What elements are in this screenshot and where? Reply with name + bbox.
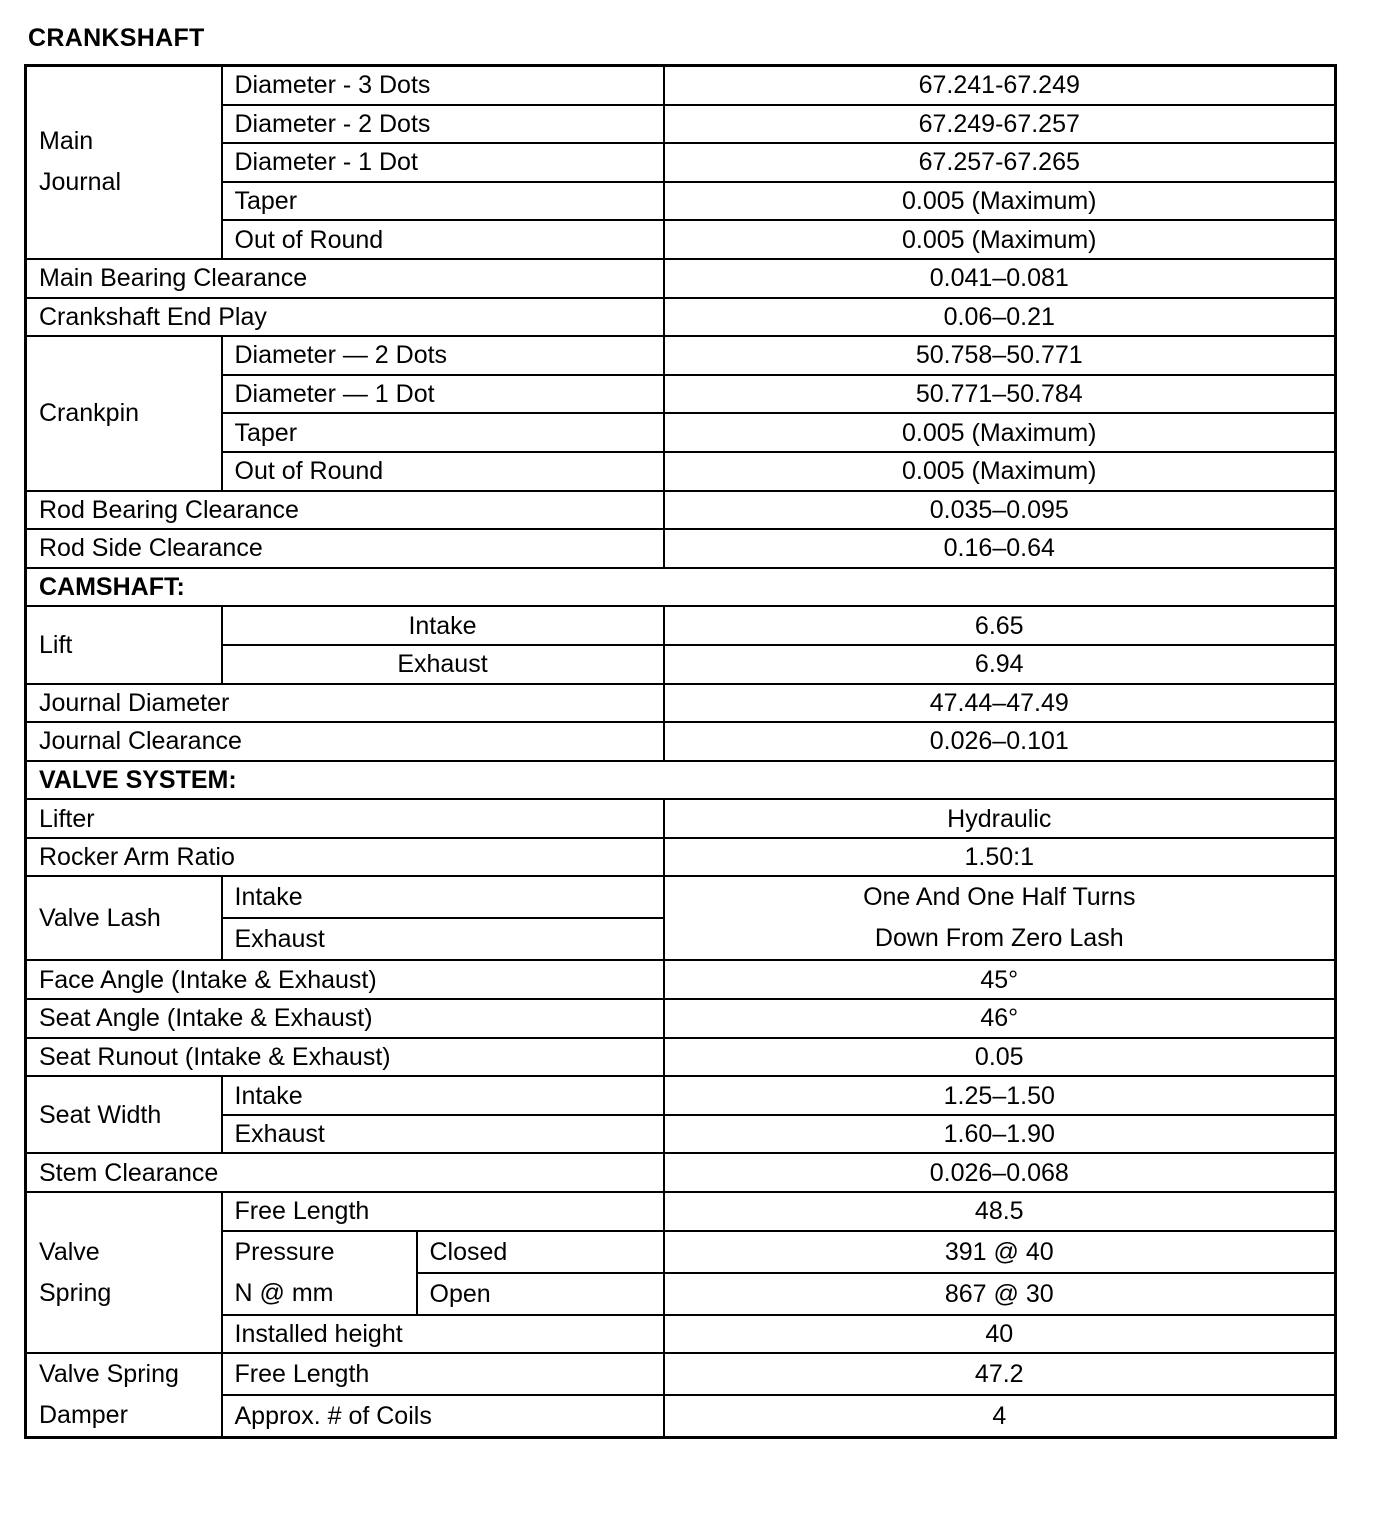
row-value: 48.5 (664, 1192, 1336, 1231)
valve-system-section-heading: VALVE SYSTEM: (26, 761, 1336, 800)
row-label: Closed (417, 1231, 664, 1273)
seat-width-label: Seat Width (26, 1076, 222, 1153)
table-row (26, 999, 1336, 1038)
table-row (26, 960, 1336, 999)
row-value: 47.2 (664, 1353, 1336, 1395)
row-label: Rod Side Clearance (26, 529, 664, 568)
main-journal-label: Main Journal (26, 66, 222, 259)
row-value: 4 (664, 1395, 1336, 1438)
table-row (26, 259, 1336, 298)
row-value: 0.041–0.081 (664, 259, 1336, 298)
row-label: Installed height (222, 1315, 664, 1354)
row-value: 1.25–1.50 (664, 1076, 1336, 1115)
table-row (26, 491, 1336, 530)
row-value: Hydraulic (664, 799, 1336, 838)
row-value: 0.026–0.068 (664, 1153, 1336, 1192)
table-row (26, 838, 1336, 877)
crankpin-label: Crankpin (26, 336, 222, 490)
row-value: 6.65 (664, 606, 1336, 645)
row-label: Crankshaft End Play (26, 298, 664, 337)
lift-label: Lift (26, 606, 222, 683)
row-label: Intake (222, 876, 664, 918)
row-label: Lifter (26, 799, 664, 838)
table-row (26, 1115, 1336, 1154)
row-label: Journal Clearance (26, 722, 664, 761)
row-label: Intake (222, 1076, 664, 1115)
table-row (26, 568, 1336, 607)
valve-spring-label: Valve Spring (26, 1192, 222, 1353)
table-row (26, 1231, 1336, 1273)
table-row (26, 1353, 1336, 1395)
row-value: 6.94 (664, 645, 1336, 684)
table-row (26, 1153, 1336, 1192)
table-row (26, 1315, 1336, 1354)
row-label: Seat Angle (Intake & Exhaust) (26, 999, 664, 1038)
row-label: Open (417, 1273, 664, 1315)
table-row (26, 66, 1336, 105)
row-label: Diameter - 1 Dot (222, 143, 664, 182)
table-row (26, 452, 1336, 491)
table-row (26, 1038, 1336, 1077)
row-value: 50.758–50.771 (664, 336, 1336, 375)
row-label: Main Bearing Clearance (26, 259, 664, 298)
row-label: Face Angle (Intake & Exhaust) (26, 960, 664, 999)
row-label: Free Length (222, 1192, 664, 1231)
table-row (26, 876, 1336, 918)
row-value: 46° (664, 999, 1336, 1038)
table-row (26, 645, 1336, 684)
row-label: Seat Runout (Intake & Exhaust) (26, 1038, 664, 1077)
valve-lash-value: One And One Half Turns Down From Zero Lash (664, 876, 1336, 960)
row-label: Diameter - 2 Dots (222, 105, 664, 144)
row-label: Journal Diameter (26, 684, 664, 723)
valve-lash-label: Valve Lash (26, 876, 222, 960)
table-row (26, 375, 1336, 414)
table-row (26, 298, 1336, 337)
row-value: 47.44–47.49 (664, 684, 1336, 723)
row-value: 40 (664, 1315, 1336, 1354)
row-value: 67.241-67.249 (664, 66, 1336, 105)
row-label: Out of Round (222, 220, 664, 259)
table-row (26, 722, 1336, 761)
valve-spring-damper-label: Valve Spring Damper (26, 1353, 222, 1438)
row-label: Approx. # of Coils (222, 1395, 664, 1438)
table-row (26, 684, 1336, 723)
pressure-label: Pressure N @ mm (222, 1231, 417, 1315)
row-value: 391 @ 40 (664, 1231, 1336, 1273)
row-label: Diameter - 3 Dots (222, 66, 664, 105)
table-row (26, 606, 1336, 645)
row-value: 0.16–0.64 (664, 529, 1336, 568)
table-row (26, 799, 1336, 838)
row-value: 67.249-67.257 (664, 105, 1336, 144)
row-label: Exhaust (222, 1115, 664, 1154)
table-row (26, 182, 1336, 221)
page-title: CRANKSHAFT (28, 24, 205, 52)
row-label: Taper (222, 413, 664, 452)
table-row (26, 220, 1336, 259)
row-label: Rocker Arm Ratio (26, 838, 664, 877)
row-value: 0.05 (664, 1038, 1336, 1077)
row-value: 67.257-67.265 (664, 143, 1336, 182)
row-label: Intake (222, 606, 664, 645)
row-label: Diameter — 2 Dots (222, 336, 664, 375)
row-label: Exhaust (222, 645, 664, 684)
row-value: 0.06–0.21 (664, 298, 1336, 337)
table-row (26, 1192, 1336, 1231)
row-value: 1.60–1.90 (664, 1115, 1336, 1154)
row-value: 0.005 (Maximum) (664, 220, 1336, 259)
row-label: Taper (222, 182, 664, 221)
row-value: 0.026–0.101 (664, 722, 1336, 761)
row-label: Free Length (222, 1353, 664, 1395)
row-value: 0.005 (Maximum) (664, 413, 1336, 452)
row-value: 50.771–50.784 (664, 375, 1336, 414)
table-row (26, 1076, 1336, 1115)
row-value: 1.50:1 (664, 838, 1336, 877)
row-value: 867 @ 30 (664, 1273, 1336, 1315)
specifications-table (24, 64, 1337, 1439)
table-row (26, 761, 1336, 800)
row-value: 0.035–0.095 (664, 491, 1336, 530)
table-row (26, 1395, 1336, 1438)
row-value: 0.005 (Maximum) (664, 452, 1336, 491)
camshaft-section-heading: CAMSHAFT: (26, 568, 1336, 607)
row-label: Rod Bearing Clearance (26, 491, 664, 530)
row-value: 0.005 (Maximum) (664, 182, 1336, 221)
row-label: Stem Clearance (26, 1153, 664, 1192)
row-label: Out of Round (222, 452, 664, 491)
table-row (26, 413, 1336, 452)
table-row (26, 529, 1336, 568)
table-row (26, 143, 1336, 182)
table-row (26, 105, 1336, 144)
row-label: Exhaust (222, 918, 664, 960)
table-row (26, 336, 1336, 375)
row-label: Diameter — 1 Dot (222, 375, 664, 414)
row-value: 45° (664, 960, 1336, 999)
